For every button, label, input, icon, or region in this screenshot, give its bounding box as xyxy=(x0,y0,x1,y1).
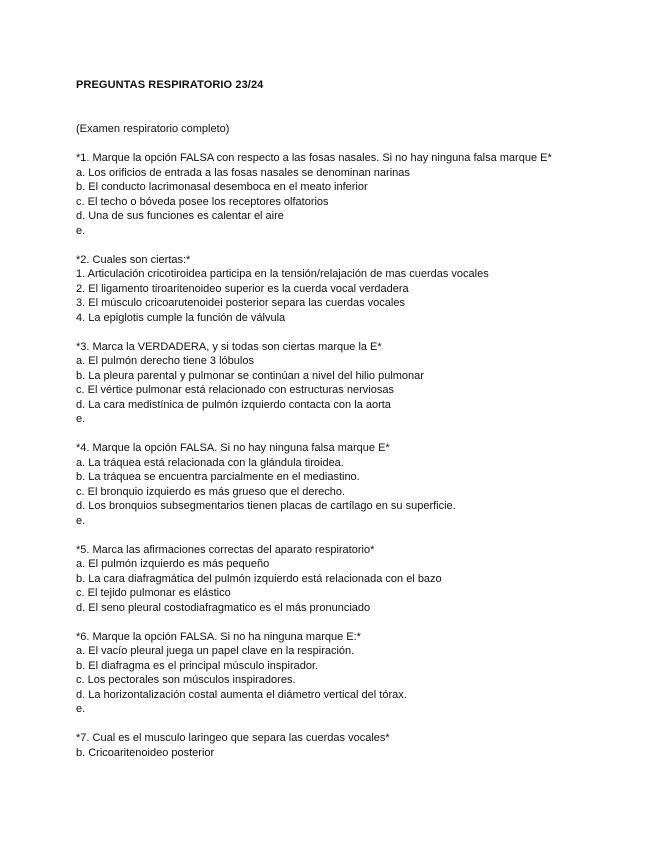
question-block xyxy=(76,441,595,528)
answer-option: d. La cara medistínica de pulmón izquierdo contacta con la aorta xyxy=(76,398,391,411)
answer-option: d. El seno pleural costodiafragmatico es el más pronunciado xyxy=(76,601,371,614)
answer-option: d. Una de sus funciones es calentar el aire xyxy=(76,210,284,222)
answer-option: 2. El ligamento tiroaritenoideo superior es la cuerda vocal verdadera xyxy=(76,282,409,295)
question-text: *3. Marca la VERDADERA, y si todas son ciertas marque la E* xyxy=(76,340,382,353)
question-block xyxy=(76,340,595,427)
question-block xyxy=(76,151,595,238)
question-block xyxy=(76,731,595,760)
answer-option: b. La pleura parental y pulmonar se continúan a nivel del hilio pulmonar xyxy=(76,369,424,382)
answer-option: e. xyxy=(76,703,86,715)
question-text: *5. Marca las afirmaciones correctas del aparato respiratorio* xyxy=(76,543,375,556)
answer-option: a. El vacío pleural juega un papel clave en la respiración. xyxy=(76,645,355,657)
answer-option: a. La tráquea está relacionada con la glándula tiroidea. xyxy=(76,456,344,469)
answer-option: a. El pulmón izquierdo es más pequeño xyxy=(76,558,270,570)
answer-option: c. El bronquio izquierdo es más grueso que el derecho. xyxy=(76,485,346,498)
answer-option: d. La horizontalización costal aumenta el diámetro vertical del tórax. xyxy=(76,688,407,701)
answer-option: 1. Articulación cricotiroidea participa en la tensión/relajación de mas cuerdas vocales xyxy=(76,268,489,280)
answer-option: e. xyxy=(76,224,86,237)
question-text: *4. Marque la opción FALSA. Si no hay ninguna falsa marque E* xyxy=(76,442,390,454)
answer-option: b. Cricoaritenoideo posterior xyxy=(76,746,215,759)
answer-option: b. El conducto lacrimonasal desemboca en el meato inferior xyxy=(76,181,368,193)
answer-option: a. Los orificios de entrada a las fosas nasales se denominan narinas xyxy=(76,166,410,179)
answer-option: 3. El músculo cricoarutenoidei posterior separa las cuerdas vocales xyxy=(76,297,405,309)
answer-option: b. La cara diafragmática del pulmón izquierdo está relacionada con el bazo xyxy=(76,572,442,585)
answer-option: c. El tejido pulmonar es elástico xyxy=(76,587,231,599)
document-subtitle: (Examen respiratorio completo) xyxy=(76,123,230,135)
question-text: *6. Marque la opción FALSA. Si no ha ninguna marque E:* xyxy=(76,630,361,643)
answer-option: 4. La epiglotis cumple la función de válvula xyxy=(76,311,286,324)
answer-option: e. xyxy=(76,514,86,527)
question-block xyxy=(76,253,595,326)
answer-option: c. El techo o bóveda posee los receptores olfatorios xyxy=(76,195,329,208)
answer-option: b. El diafragma es el principal músculo inspirador. xyxy=(76,659,319,672)
question-block xyxy=(76,630,595,717)
question-text: *1. Marque la opción FALSA con respecto a las fosas nasales. Si no hay ninguna falsa marque E* xyxy=(76,152,552,164)
answer-option: d. Los bronquios subsegmentarios tienen placas de cartílago en su superficie. xyxy=(76,500,456,512)
answer-option: e. xyxy=(76,413,86,425)
answer-option: c. El vértice pulmonar está relacionado con estructuras nerviosas xyxy=(76,384,394,396)
question-list xyxy=(76,151,595,760)
answer-option: a. El pulmón derecho tiene 3 lóbulos xyxy=(76,355,254,367)
question-text: *2. Cuales son ciertas:* xyxy=(76,253,191,266)
answer-option: c. Los pectorales son músculos inspiradores. xyxy=(76,674,296,686)
question-text: *7. Cual es el musculo laringeo que separa las cuerdas vocales* xyxy=(76,732,390,744)
answer-option: b. La tráquea se encuentra parcialmente en el mediastino. xyxy=(76,471,360,483)
document-title: PREGUNTAS RESPIRATORIO 23/24 xyxy=(76,79,264,91)
question-block xyxy=(76,543,595,616)
